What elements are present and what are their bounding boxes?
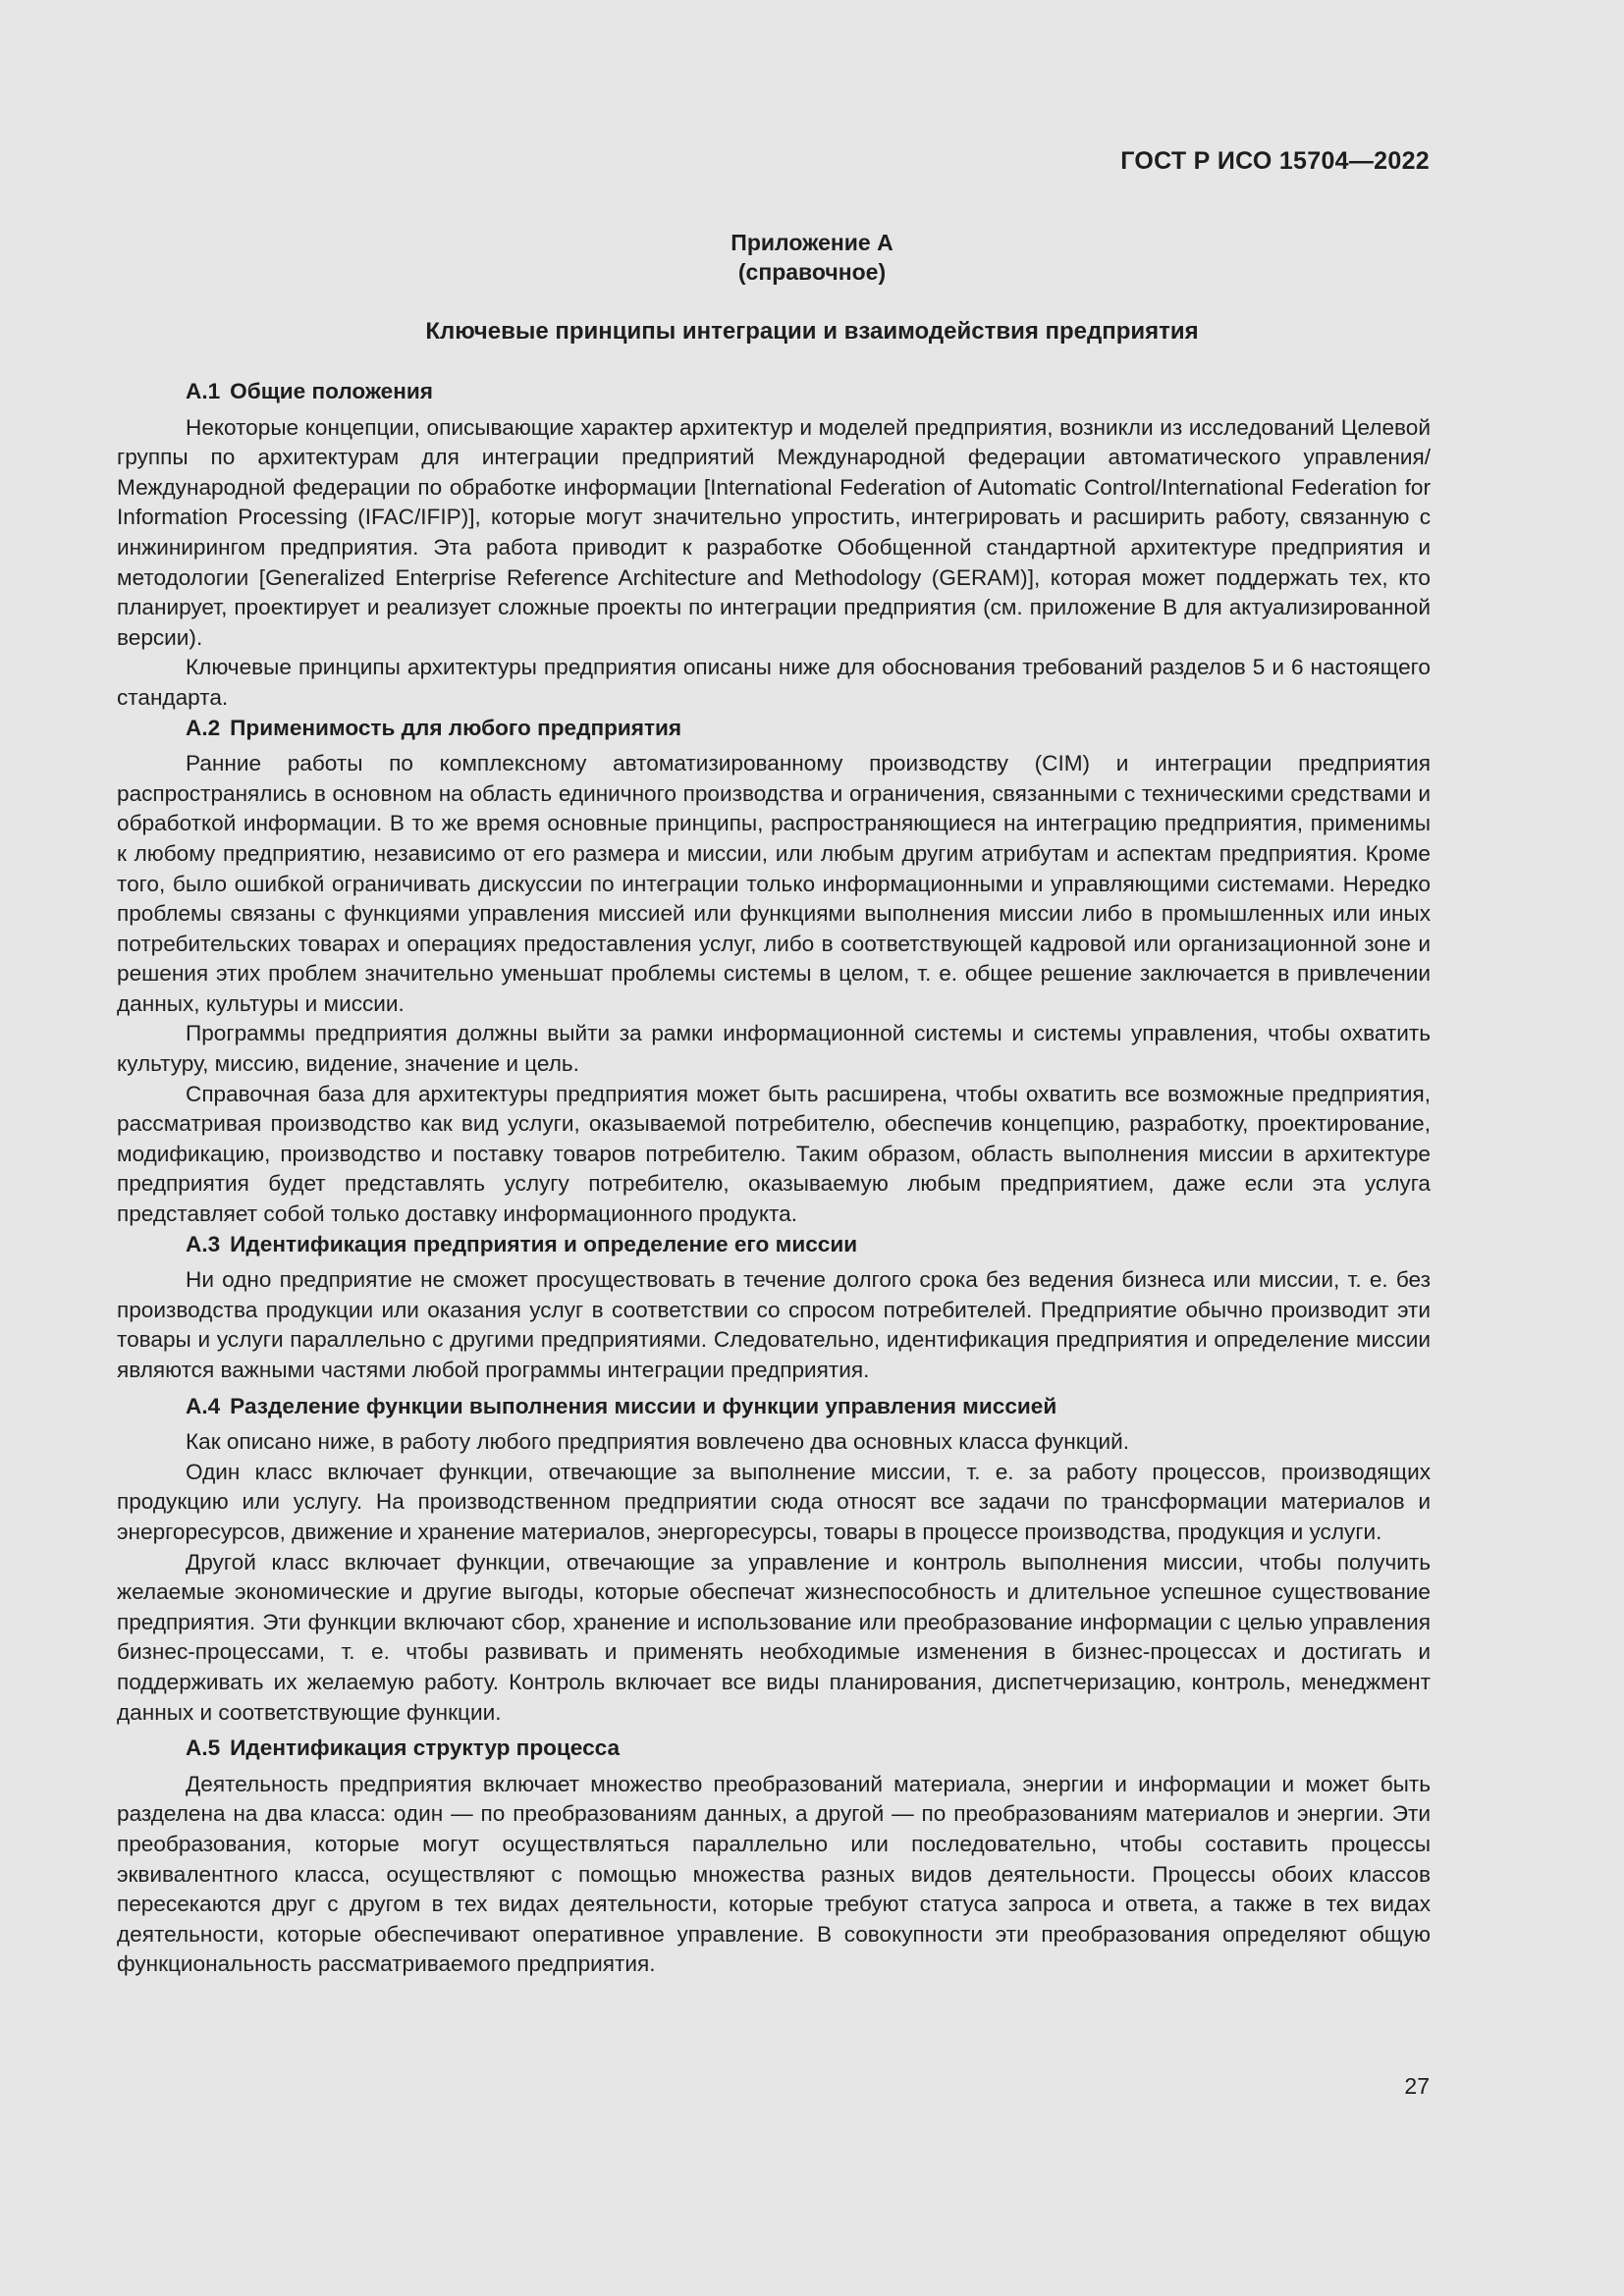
paragraph: Ключевые принципы архитектуры предприятия описаны ниже для обоснования требований разделов 5 и 6 настоящего стандарта. [117, 655, 1431, 710]
document-code: ГОСТ Р ИСО 15704—2022 [1120, 147, 1430, 175]
paragraph: Ни одно предприятие не сможет просуществовать в течение долгого срока без ведения бизнеса или миссии, т. е. без производства продукции или оказания услуг в соответствии со спросом потребителей. Предприятие обычно производит эти товары и услуги параллельно с другими предприятиями. Следовательно, идентификация предприятия и определение миссии являются важными частями любой программы интеграции предприятия. [117, 1267, 1431, 1382]
section-title: Разделение функции выполнения миссии и функции управления миссией [230, 1393, 1057, 1418]
paragraph: Справочная база для архитектуры предприятия может быть расширена, чтобы охватить все возможные предприятия, рассматривая производство как вид услуги, оказываемой потребителю, обеспечив концепцию, разработку, проектирование, модификацию, производство и поставку товаров потребителю. Таким образом, область выполнения миссии в архитектуре предприятия будет представлять услугу потребителю, оказываемую любым предприятием, даже если эта услуга представляет собой только доставку информационного продукта. [117, 1081, 1431, 1227]
paragraph: Как описано ниже, в работу любого предприятия вовлечено два основных класса функций. [186, 1429, 1130, 1455]
section-heading [117, 714, 1431, 744]
paragraph: Деятельность предприятия включает множество преобразований материала, энергии и информации и может быть разделена на два класса: один — по преобразованиям данных, а другой — по преобразованиям материалов и энергии. Эти преобразования, которые могут осуществляться параллельно или последовательно, чтобы составить процессы эквивалентного класса, осуществляют с помощью множества разных видов деятельности. Процессы обоих классов пересекаются друг с другом в тех видах деятельности, которые требуют статуса запроса и ответа, а также в тех видах деятельности, которые обеспечивают оперативное управление. В совокупности эти преобразования определяют общую функциональность рассматриваемого предприятия. [117, 1771, 1431, 1977]
section-number: А.1 [186, 379, 221, 403]
paragraph: Один класс включает функции, отвечающие за выполнение миссии, т. е. за работу процессов, производящих продукцию или услугу. На производственном предприятии сюда относят все задачи по трансформации материалов и энергоресурсов, движение и хранение материалов, энергоресурсы, товары в процессе производства, продукция и услуги. [117, 1459, 1431, 1544]
section-title: Применимость для любого предприятия [230, 715, 682, 740]
paragraph: Другой класс включает функции, отвечающие за управление и контроль выполнения миссии, чтобы получить желаемые экономические и другие выгоды, которые обеспечат жизнеспособность и длительное успешное существование предприятия. Эти функции включают сбор, хранение и использование или преобразование информации с целью управления бизнес-процессами, т. е. чтобы развивать и применять необходимые изменения в бизнес-процессах и достигать и поддерживать их желаемую работу. Контроль включает все виды планирования, диспетчеризацию, контроль, менеджмент данных и соответствующие функции. [117, 1549, 1431, 1725]
section-number: А.3 [186, 1231, 221, 1256]
section-heading [117, 377, 1431, 407]
section-number: А.5 [186, 1735, 221, 1761]
section-heading [117, 1392, 1431, 1422]
paragraph: Программы предприятия должны выйти за рамки информационной системы и системы управления, чтобы охватить культуру, миссию, видение, значение и цель. [117, 1021, 1431, 1077]
section-number: А.4 [186, 1393, 221, 1418]
section-title: Идентификация предприятия и определение его миссии [230, 1231, 858, 1256]
appendix-subtitle: (справочное) [737, 259, 887, 285]
section-title: Идентификация структур процесса [230, 1735, 621, 1761]
section-heading [117, 1230, 1431, 1260]
appendix-title: Приложение А [731, 230, 893, 255]
section-heading [117, 1734, 1431, 1764]
page-number: 27 [1404, 2073, 1430, 2099]
section-title: Общие положения [230, 379, 433, 403]
paragraph: Некоторые концепции, описывающие характер архитектур и моделей предприятия, возникли из исследований Целевой группы по архитектурам для интеграции предприятий Международной федерации автоматического управления/Международной федерации по обработке информации [International Federation of Automatic Control/International Federation for Information Processing (IFAC/IFIP)], которые могут значительно упростить, интегрировать и расширить работу, связанную с инжинирингом предприятия. Эта работа приводит к разработке Обобщенной стандартной архитектуре предприятия и методологии [Generalized Enterprise Reference Architecture and Methodology (GERAM)], которая может поддержать тех, кто планирует, проектирует и реализует сложные проекты по интеграции предприятия (см. приложение В для актуализированной версии). [117, 414, 1431, 650]
paragraph: Ранние работы по комплексному автоматизированному производству (CIM) и интеграции предприятия распространялись в основном на область единичного производства и ограничения, связанными с техническими средствами и обработкой информации. В то же время основные принципы, распространяющиеся на интеграцию предприятия, применимы к любому предприятию, независимо от его размера и миссии, или любым другим атрибутам и аспектам предприятия. Кроме того, было ошибкой ограничивать дискуссии по интеграции только информационными и управляющими системами. Нередко проблемы связаны с функциями управления миссией или функциями выполнения миссии либо в промышленных или иных потребительских товарах и операциях предоставления услуг, либо в соответствующей кадровой или организационной зоне и решения этих проблем значительно уменьшат проблемы системы в целом, т. е. общее решение заключается в привлечении данных, культуры и миссии. [117, 751, 1431, 1016]
document-body [117, 377, 1431, 1980]
appendix-heading [0, 228, 1624, 287]
section-number: А.2 [186, 715, 221, 740]
document-title: Ключевые принципы интеграции и взаимодействия предприятия [425, 318, 1199, 345]
